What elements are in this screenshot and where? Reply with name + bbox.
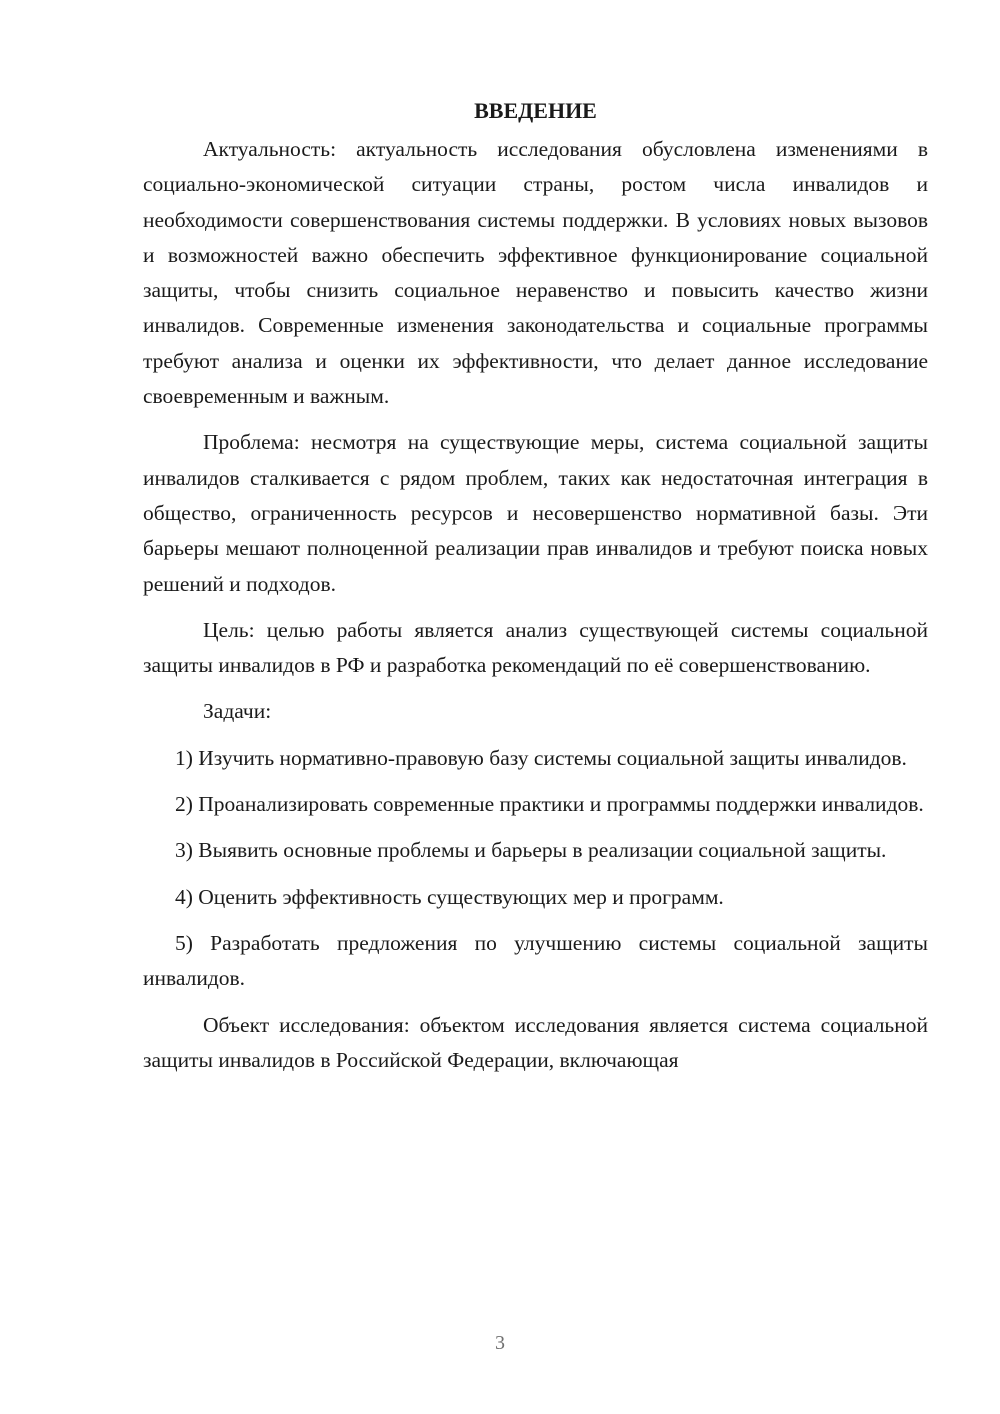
paragraph-problem: Проблема: несмотря на существующие меры, система социальной защиты инвалидов сталкивается с рядом проблем, таких как недостаточная интеграция в общество, ограниченность ресурсов и несовершенство нормативной базы. Эти барьеры мешают полноценной реализации прав инвалидов и требуют поиска новых решений и подходов. <box>143 430 928 596</box>
paragraph-relevance: Актуальность: актуальность исследования обусловлена изменениями в социально-экономической ситуации страны, ростом числа инвалидов и необходимости совершенствования системы поддержки. В условиях новых вызовов и возможностей важно обеспечить эффективное функционирование социальной защиты, чтобы снизить социальное неравенство и повысить качество жизни инвалидов. Современные изменения законодательства и социальные программы требуют анализа и оценки их эффективности, что делает данное исследование своевременным и важным. <box>143 137 928 409</box>
document-page <box>143 93 928 1078</box>
task-item-2: 2) Проанализировать современные практики и программы поддержки инвалидов. <box>175 792 924 817</box>
paragraph-goal: Цель: целью работы является анализ существующей системы социальной защиты инвалидов в РФ и разработка рекомендаций по её совершенствованию. <box>143 617 928 678</box>
page-number: 3 <box>495 1332 505 1354</box>
tasks-label: Задачи: <box>203 699 272 724</box>
task-item-1: 1) Изучить нормативно-правовую базу системы социальной защиты инвалидов. <box>175 745 907 770</box>
task-item-3: 3) Выявить основные проблемы и барьеры в реализации социальной защиты. <box>175 838 887 863</box>
section-heading: ВВЕДЕНИЕ <box>474 98 597 123</box>
paragraph-object: Объект исследования: объектом исследования является система социальной защиты инвалидов в Российской Федерации, включающая <box>143 1012 928 1072</box>
task-item-4: 4) Оценить эффективность существующих мер и программ. <box>175 884 724 909</box>
task-item-5: 5) Разработать предложения по улучшению системы социальной защиты инвалидов. <box>143 930 928 991</box>
